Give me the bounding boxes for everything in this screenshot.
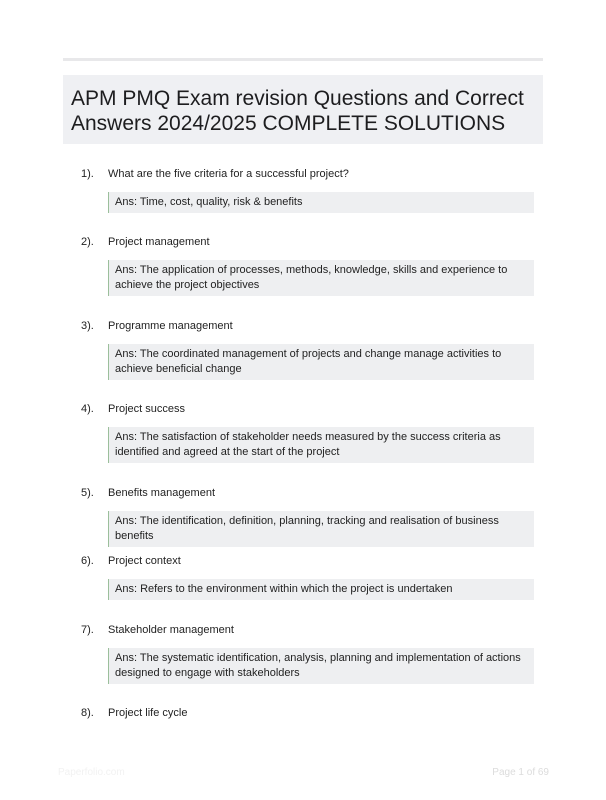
page-title: APM PMQ Exam revision Questions and Correct Answers 2024/2025 COMPLETE SOLUTIONS xyxy=(71,87,524,135)
top-divider xyxy=(63,58,543,61)
question-number: 2). xyxy=(81,236,94,248)
answer-box: Ans: The coordinated management of projects and change manage activities to achieve beneficial change xyxy=(108,344,534,380)
question-number: 1). xyxy=(81,168,94,180)
question-text: Project context xyxy=(108,555,181,567)
question-text: Stakeholder management xyxy=(108,624,234,636)
answer-box: Ans: The satisfaction of stakeholder needs measured by the success criteria as identified and agreed at the start of the project xyxy=(108,427,534,463)
question-number: 7). xyxy=(81,624,94,636)
question-text: Benefits management xyxy=(108,487,216,499)
footer-watermark: Paperfolio.com xyxy=(58,767,125,778)
answer-box: Ans: Time, cost, quality, risk & benefits xyxy=(108,192,534,213)
question-text: Project management xyxy=(108,236,210,248)
question-number: 5). xyxy=(81,487,94,499)
question-text: Programme management xyxy=(108,320,233,332)
question-number: 6). xyxy=(81,555,94,567)
question-text: What are the five criteria for a successful project? xyxy=(108,168,349,180)
question-number: 8). xyxy=(81,707,94,719)
title-banner xyxy=(63,75,543,144)
question-text: Project success xyxy=(108,403,186,415)
page-indicator: Page 1 of 69 xyxy=(492,767,549,778)
answer-box: Ans: The application of processes, methods, knowledge, skills and experience to achieve the project objectives xyxy=(108,260,534,296)
question-number: 4). xyxy=(81,403,94,415)
answer-box: Ans: Refers to the environment within which the project is undertaken xyxy=(108,579,534,600)
question-number: 3). xyxy=(81,320,94,332)
answer-box: Ans: The systematic identification, analysis, planning and implementation of actions designed to engage with stakeholders xyxy=(108,648,534,684)
question-text: Project life cycle xyxy=(108,707,188,719)
answer-box: Ans: The identification, definition, planning, tracking and realisation of business benefits xyxy=(108,511,534,547)
